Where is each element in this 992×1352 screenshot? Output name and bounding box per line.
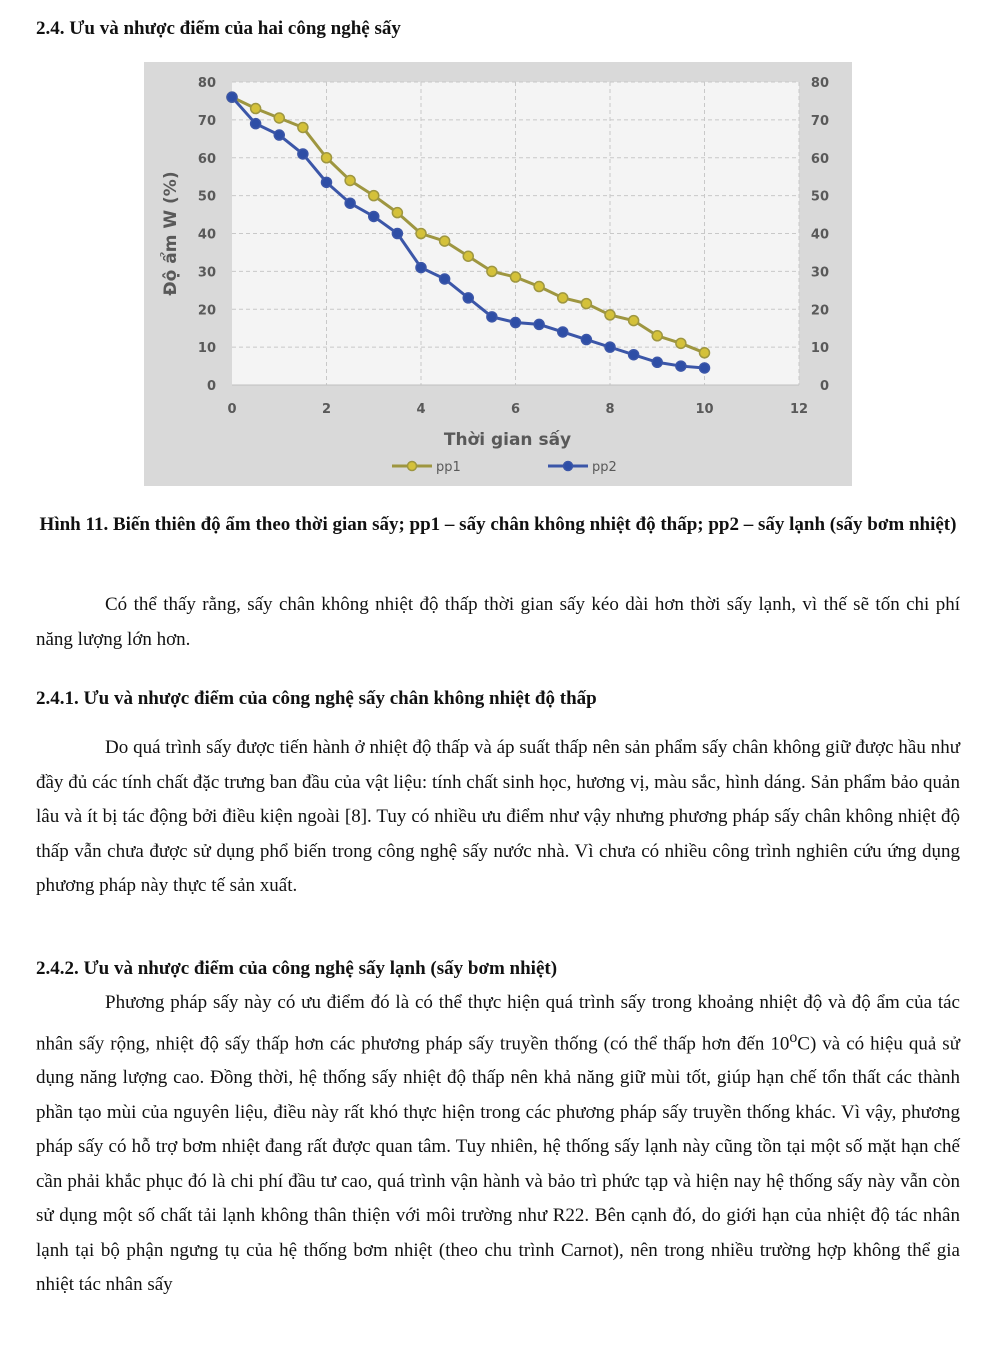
paragraph-text-part: Phương pháp sấy này có ưu điểm đó là có thể thực hiện quá trình sấy trong khoảng nhiệt độ và độ ẩm của tác nhân sấy rộng, nhiệt độ sấy thấp hơn các phương pháp sấy truyền thống (có thể thấp hơn đến 10 [36, 992, 960, 1054]
y-tick-label: 10 [197, 341, 216, 357]
moisture-chart [144, 62, 852, 486]
x-tick-label: 2 [321, 402, 332, 417]
paragraph-text-part: C) và có hiệu quả sử dụng năng lượng cao. Đồng thời, hệ thống sấy nhiệt độ thấp nên khả năng giữ mùi tốt, giúp hạn chế tổn thất các thành phần tạo mùi của nguyên liệu, điều này rất khó thực hiện trong các phương pháp sấy truyền thống khác. Vì vậy, phương pháp sấy có hỗ trợ bơm nhiệt đang rất được quan tâm. Tuy nhiên, hệ thống sấy lạnh này cũng tồn tại một số mặt hạn chế cần phải khắc phục đó là chi phí đầu tư cao, quá trình vận hành và bảo trì phức tạp và hiện nay hệ thống sấy này vẫn còn sử dụng một số chất tải lạnh không thân thiện với môi trường như R22. Bên cạnh đó, do giới hạn của nhiệt độ tác nhân lạnh tại bộ phận ngưng tụ của hệ thống bơm nhiệt (theo chu trình Carnot), nên trong nhiều trường hợp không thể gia nhiệt tác nhân sấy [36, 1032, 960, 1296]
data-point-pp1 [345, 175, 355, 185]
y2-tick-label: 10 [810, 341, 829, 357]
y-tick-label: 20 [197, 303, 216, 319]
data-point-pp2 [558, 327, 568, 337]
x-tick-label: 12 [789, 402, 809, 417]
y2-tick-label: 70 [810, 113, 829, 129]
y2-tick-label: 60 [810, 151, 829, 167]
data-point-pp2 [298, 149, 308, 159]
data-point-pp2 [652, 357, 662, 367]
data-point-pp2 [511, 318, 521, 328]
y-tick-label: 30 [197, 265, 216, 281]
data-point-pp2 [251, 119, 261, 129]
data-point-pp1 [558, 293, 568, 303]
section-heading-2-4-2: 2.4.2. Ưu và nhược điểm của công nghệ sấy lạnh (sấy bơm nhiệt) [36, 958, 558, 979]
data-point-pp1 [629, 316, 639, 326]
data-point-pp2 [392, 229, 402, 239]
y-tick-label: 80 [197, 76, 216, 91]
y2-tick-label: 20 [810, 303, 829, 319]
y-tick-label: 60 [197, 151, 216, 167]
data-point-pp1 [581, 299, 591, 309]
data-point-pp1 [463, 251, 473, 261]
data-point-pp2 [534, 319, 544, 329]
data-point-pp2 [440, 274, 450, 284]
data-point-pp2 [605, 342, 615, 352]
data-point-pp2 [629, 350, 639, 360]
y-tick-label: 40 [197, 227, 216, 243]
section-heading-2-4-1: 2.4.1. Ưu và nhược điểm của công nghệ sấy chân không nhiệt độ thấp [36, 688, 597, 709]
data-point-pp1 [652, 331, 662, 341]
paragraph-heat-pump-drying [36, 986, 960, 1303]
data-point-pp1 [251, 104, 261, 114]
y-tick-label: 0 [206, 379, 216, 394]
data-point-pp1 [511, 272, 521, 282]
x-tick-label: 6 [510, 402, 521, 417]
section-heading-2-4: 2.4. Ưu và nhược điểm của hai công nghệ sấy [36, 18, 401, 39]
data-point-pp2 [700, 363, 710, 373]
data-point-pp2 [463, 293, 473, 303]
y2-tick-label: 30 [810, 265, 829, 281]
degree-superscript: o [789, 1028, 798, 1046]
x-tick-label: 10 [695, 402, 714, 417]
data-point-pp1 [298, 122, 308, 132]
y2-tick-label: 40 [810, 227, 829, 243]
x-tick-label: 8 [605, 402, 615, 417]
y2-tick-label: 80 [810, 76, 829, 91]
data-point-pp1 [534, 282, 544, 292]
y2-tick-label: 50 [810, 189, 829, 205]
data-point-pp2 [274, 130, 284, 140]
data-point-pp2 [369, 211, 379, 221]
legend-label-pp1: pp1 [436, 460, 461, 475]
y-tick-label: 50 [197, 189, 216, 205]
data-point-pp1 [676, 338, 686, 348]
data-point-pp1 [605, 310, 615, 320]
x-axis-title: Thời gian sấy [443, 430, 572, 450]
data-point-pp2 [345, 198, 355, 208]
data-point-pp1 [274, 113, 284, 123]
x-tick-label: 0 [227, 402, 237, 417]
paragraph-vacuum-drying: Do quá trình sấy được tiến hành ở nhiệt độ thấp và áp suất thấp nên sản phẩm sấy chân không giữ được hầu như đầy đủ các tính chất đặc trưng ban đầu của vật liệu: tính chất sinh học, hương vị, màu sắc, hình dáng. Sản phẩm bảo quản lâu và ít bị tác động bởi điều kiện ngoài [8]. Tuy có nhiều ưu điểm như vậy nhưng phương pháp sấy chân không nhiệt độ thấp vẫn chưa được sử dụng phổ biến trong công nghệ sấy nước nhà. Vì chưa có nhiều công trình nghiên cứu ứng dụng phương pháp này thực tế sản xuất. [36, 737, 960, 896]
data-point-pp1 [700, 348, 710, 358]
data-point-pp2 [416, 263, 426, 273]
data-point-pp2 [487, 312, 497, 322]
legend-label-pp2: pp2 [592, 460, 617, 475]
legend-marker-pp2 [564, 462, 573, 471]
data-point-pp1 [392, 208, 402, 218]
chart-svg [144, 62, 852, 486]
data-point-pp1 [322, 153, 332, 163]
y-tick-label: 70 [197, 113, 216, 129]
data-point-pp2 [676, 361, 686, 371]
y-axis-title: Độ ẩm W (%) [161, 171, 181, 296]
x-tick-label: 4 [416, 402, 426, 417]
paragraph-observation: Có thể thấy rằng, sấy chân không nhiệt độ thấp thời gian sấy kéo dài hơn thời sấy lạnh, vì thế sẽ tốn chi phí năng lượng lớn hơn. [36, 594, 960, 650]
data-point-pp1 [416, 229, 426, 239]
data-point-pp1 [487, 266, 497, 276]
data-point-pp2 [322, 177, 332, 187]
data-point-pp2 [227, 92, 237, 102]
data-point-pp2 [581, 335, 591, 345]
data-point-pp1 [369, 191, 379, 201]
figure-caption: Hình 11. Biến thiên độ ẩm theo thời gian sấy; pp1 – sấy chân không nhiệt độ thấp; pp2 – sấy lạnh (sấy bơm nhiệt) [39, 514, 957, 535]
legend-marker-pp1 [408, 462, 417, 471]
y2-tick-label: 0 [819, 379, 829, 394]
data-point-pp1 [440, 236, 450, 246]
